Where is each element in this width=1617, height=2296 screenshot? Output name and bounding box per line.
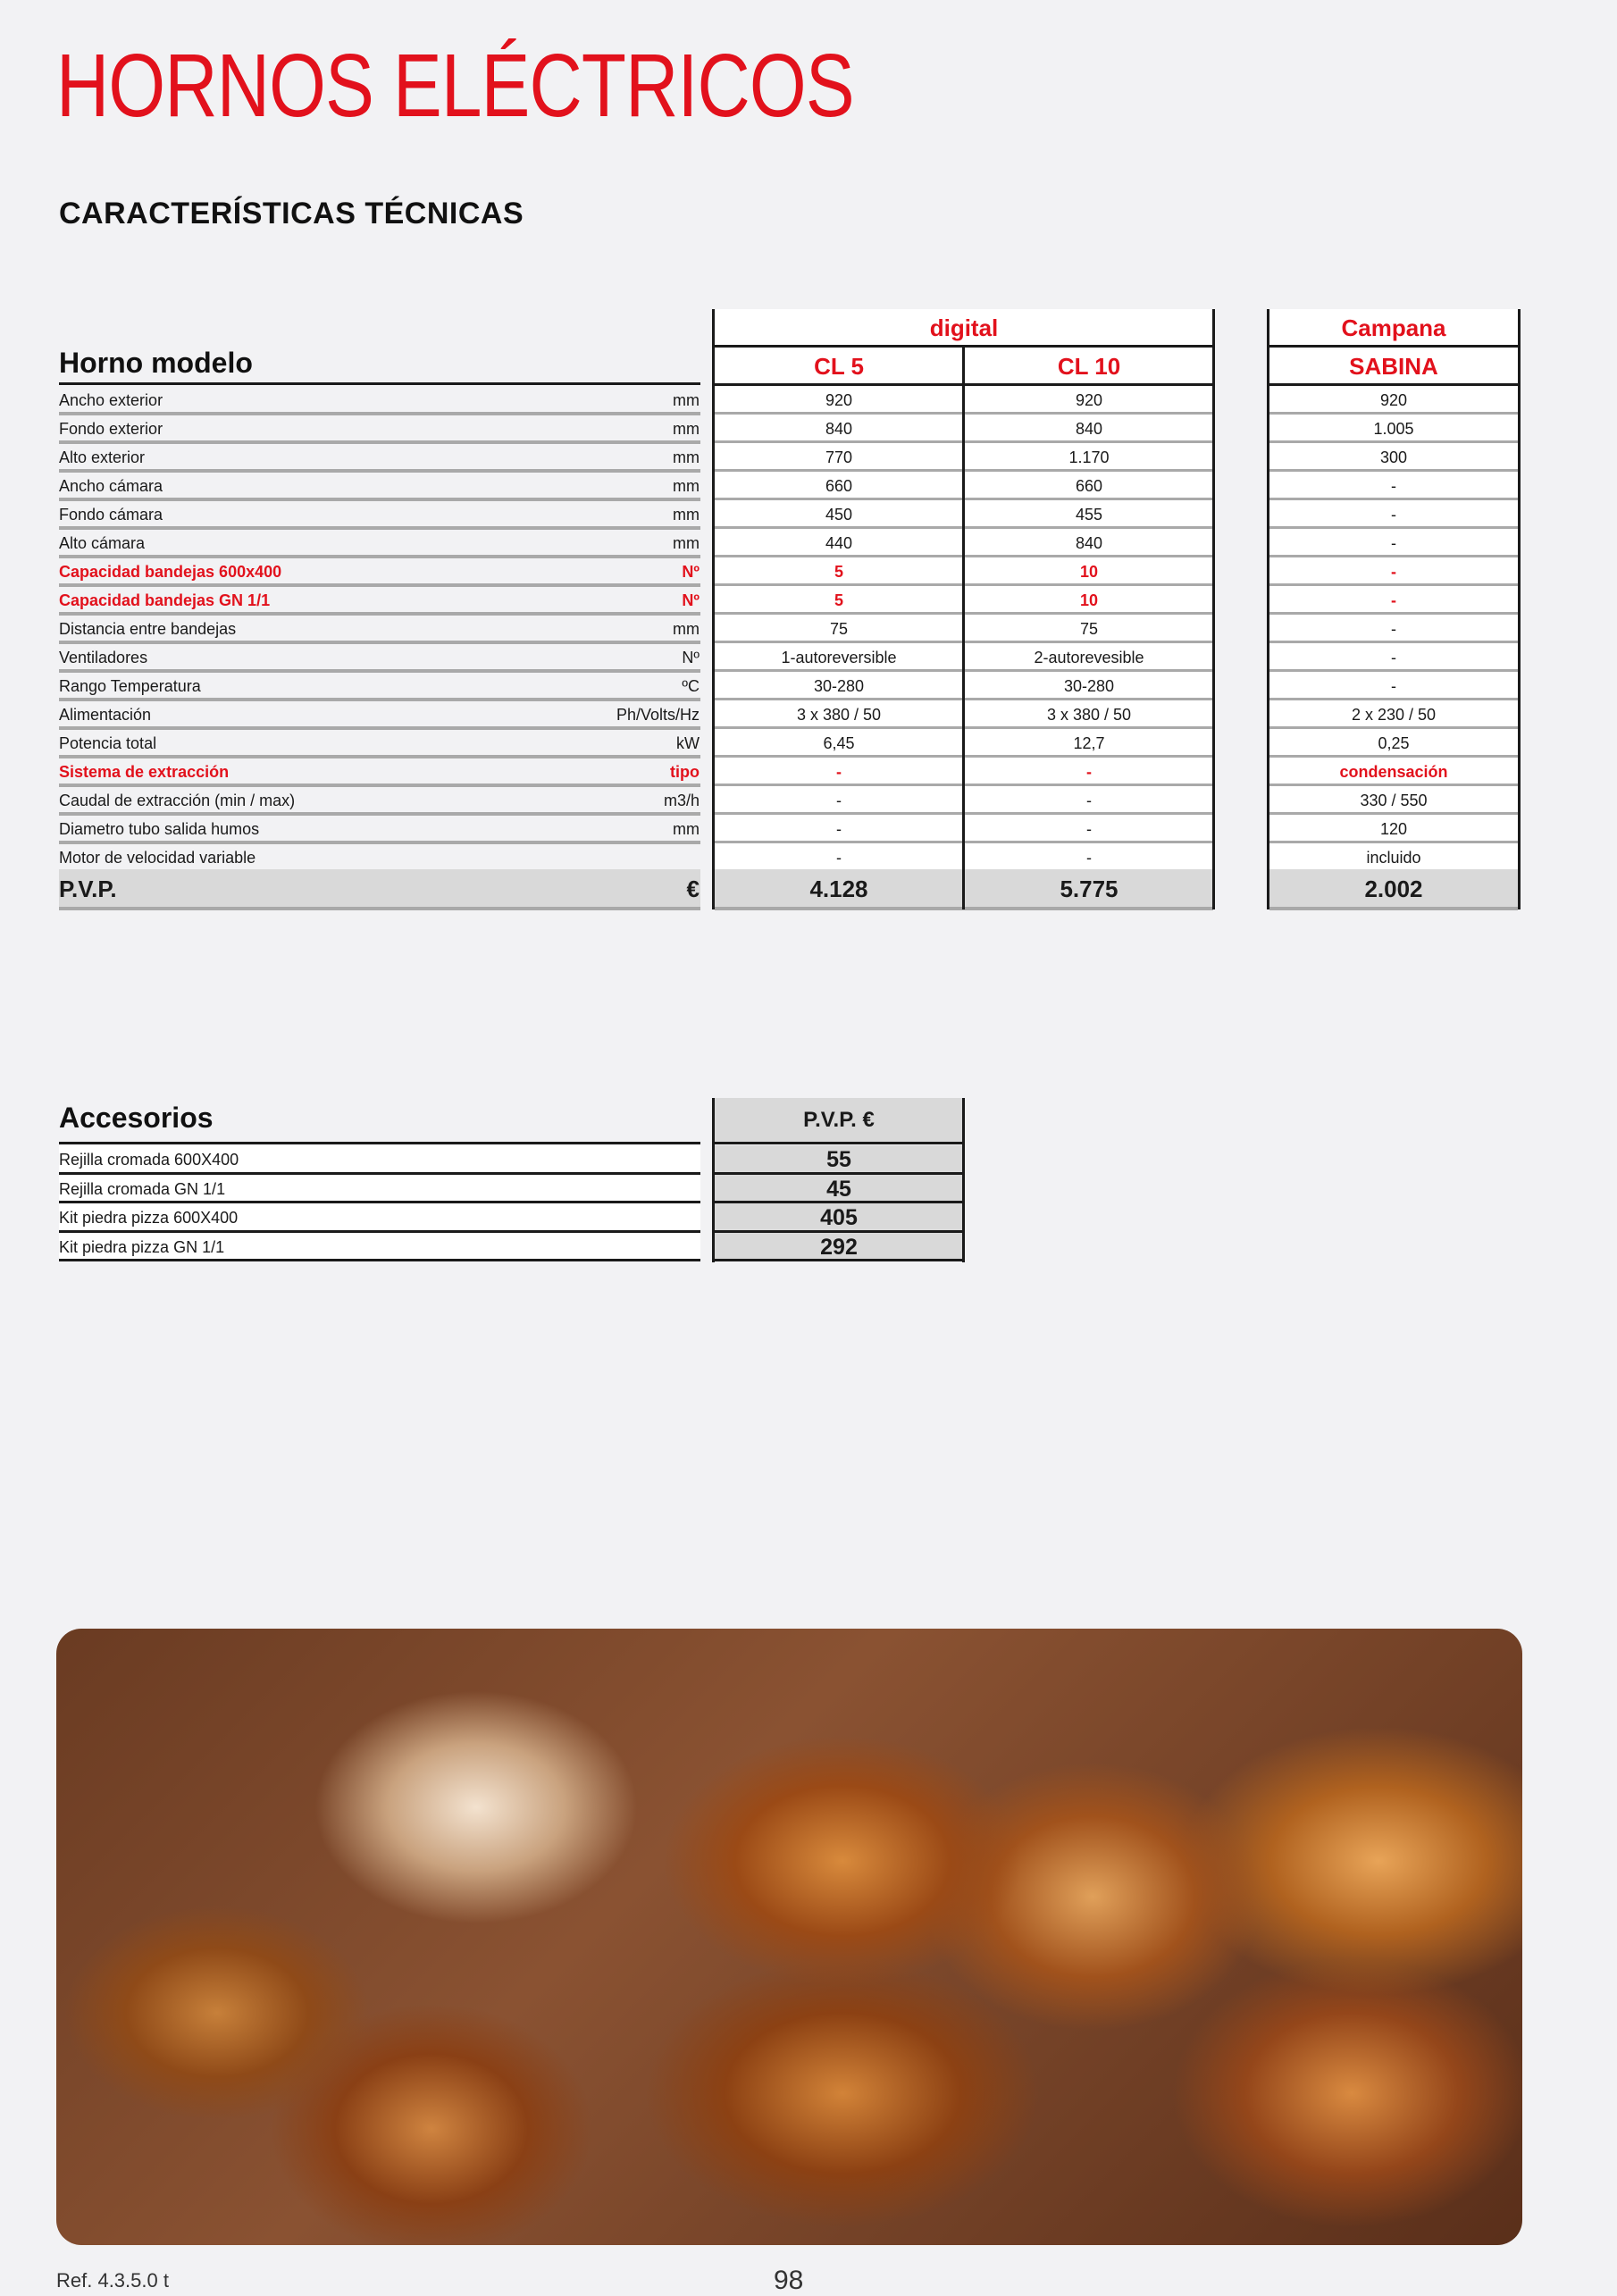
- spec-value-cl10: -: [1086, 763, 1092, 781]
- spec-value-sabina: 330 / 550: [1360, 792, 1428, 809]
- spec-value-cl5: -: [836, 849, 842, 867]
- spec-value-cl10: -: [1086, 849, 1092, 867]
- spec-value-cl10: 10: [1079, 591, 1099, 609]
- spec-value-cl10: -: [1086, 792, 1092, 809]
- price-header-underline: [715, 1142, 963, 1144]
- spec-value-sabina: 0,25: [1378, 734, 1410, 752]
- spec-value-cl5: 440: [825, 534, 853, 552]
- spec-value-cl10: 3 x 380 / 50: [1046, 706, 1132, 724]
- spec-value-cl10: 840: [1075, 420, 1103, 438]
- col-border: [712, 309, 715, 909]
- spec-label: Fondo cámara: [59, 506, 163, 524]
- spec-label: Alto cámara: [59, 534, 146, 552]
- spec-value-cl5: 660: [825, 477, 853, 495]
- spec-label: Capacidad bandejas GN 1/1: [59, 591, 271, 609]
- spec-unit: mm: [673, 534, 700, 552]
- model-column-header: Horno modelo: [59, 347, 253, 379]
- spec-value-cl10: 455: [1075, 506, 1103, 524]
- pastries-photo: [56, 1629, 1522, 2245]
- pvp-cl10: 5.775: [1060, 876, 1118, 902]
- accessories-underline: [59, 1142, 700, 1144]
- accessory-label: Kit piedra pizza GN 1/1: [59, 1237, 225, 1256]
- spec-unit: mm: [673, 391, 700, 409]
- pvp-label: P.V.P.: [59, 876, 117, 902]
- section-title: CARACTERÍSTICAS TÉCNICAS: [59, 197, 524, 230]
- spec-value-cl10: 12,7: [1073, 734, 1105, 752]
- group-header-campana: Campana: [1341, 314, 1446, 341]
- spec-unit: tipo: [670, 763, 700, 781]
- spec-label: Diametro tubo salida humos: [59, 820, 260, 838]
- spec-label: Ancho exterior: [59, 391, 163, 409]
- footer-ref: Ref. 4.3.5.0 t: [56, 2269, 169, 2292]
- spec-label: Ancho cámara: [59, 477, 163, 495]
- spec-label: Caudal de extracción (min / max): [59, 792, 296, 809]
- col-border: [1267, 309, 1269, 909]
- spec-value-sabina: -: [1391, 506, 1396, 524]
- accessory-divider: [715, 1259, 963, 1261]
- spec-label: Ventiladores: [59, 649, 148, 666]
- accessory-price: 292: [820, 1234, 858, 1260]
- spec-value-cl10: 75: [1079, 620, 1099, 638]
- spec-value-cl10: 30-280: [1063, 677, 1115, 695]
- spec-value-cl5: 1-autoreversible: [781, 649, 897, 666]
- spec-value-cl10: 920: [1075, 391, 1103, 409]
- spec-unit: Nº: [682, 591, 700, 609]
- col-border: [1212, 309, 1215, 909]
- spec-value-sabina: incluido: [1366, 849, 1421, 867]
- spec-value-cl5: 450: [825, 506, 853, 524]
- spec-unit: Nº: [682, 563, 700, 581]
- group-header-digital: digital: [929, 314, 999, 341]
- spec-unit: mm: [673, 420, 700, 438]
- spec-unit: mm: [673, 448, 700, 466]
- pvp-underline: [59, 907, 700, 910]
- acc-col-border: [712, 1098, 715, 1262]
- spec-value-sabina: condensación: [1339, 763, 1448, 781]
- spec-value-sabina: -: [1391, 620, 1396, 638]
- spec-unit: [500, 843, 700, 872]
- accessory-price: 405: [820, 1205, 858, 1230]
- pvp-underline-campana: [1269, 907, 1518, 910]
- spec-value-cl5: 3 x 380 / 50: [796, 706, 882, 724]
- spec-unit: mm: [673, 506, 700, 524]
- spec-unit: mm: [673, 820, 700, 838]
- page-title: HORNOS ELÉCTRICOS: [56, 36, 854, 136]
- spec-unit: Nº: [682, 649, 700, 666]
- spec-label: Rango Temperatura: [59, 677, 201, 695]
- spec-value-cl5: 6,45: [823, 734, 855, 752]
- spec-value-cl10: 660: [1075, 477, 1103, 495]
- spec-value-sabina: -: [1391, 591, 1396, 609]
- col-border: [962, 345, 965, 909]
- spec-value-sabina: -: [1391, 677, 1396, 695]
- header-underline: [59, 382, 700, 385]
- spec-value-cl10: 10: [1079, 563, 1099, 581]
- accessory-label: Rejilla cromada 600X400: [59, 1151, 239, 1169]
- accessory-label: Rejilla cromada GN 1/1: [59, 1179, 226, 1198]
- spec-value-sabina: 2 x 230 / 50: [1351, 706, 1437, 724]
- spec-value-sabina: 1.005: [1373, 420, 1414, 438]
- spec-label: Fondo exterior: [59, 420, 163, 438]
- pvp-unit: €: [686, 876, 700, 902]
- spec-value-sabina: -: [1391, 563, 1396, 581]
- spec-value-cl5: -: [836, 792, 842, 809]
- spec-unit: ºC: [682, 677, 700, 695]
- spec-value-cl5: 770: [825, 448, 853, 466]
- spec-value-cl5: -: [836, 820, 842, 838]
- col-border: [1518, 309, 1521, 909]
- model-header-sabina: SABINA: [1349, 353, 1438, 380]
- spec-unit: mm: [673, 477, 700, 495]
- spec-value-sabina: 300: [1379, 448, 1408, 466]
- spec-value-cl5: 840: [825, 420, 853, 438]
- campana-divider: [1269, 345, 1518, 348]
- accessory-divider: [59, 1259, 700, 1261]
- spec-value-sabina: -: [1391, 649, 1396, 666]
- spec-unit: kW: [676, 734, 700, 752]
- spec-value-cl5: -: [836, 763, 842, 781]
- accessories-title: Accesorios: [59, 1102, 214, 1134]
- spec-unit: Ph/Volts/Hz: [616, 706, 700, 724]
- page-number: 98: [774, 2266, 804, 2295]
- model-header-cl5: CL 5: [814, 353, 864, 380]
- model-header-cl10: CL 10: [1057, 353, 1121, 380]
- spec-label: Alimentación: [59, 706, 152, 724]
- pvp-cl5: 4.128: [809, 876, 868, 902]
- spec-unit: mm: [673, 620, 700, 638]
- spec-label: Potencia total: [59, 734, 157, 752]
- pvp-sabina: 2.002: [1364, 876, 1423, 902]
- spec-value-sabina: -: [1391, 534, 1396, 552]
- spec-value-cl5: 30-280: [813, 677, 865, 695]
- spec-label: Alto exterior: [59, 448, 146, 466]
- spec-value-cl5: 5: [834, 591, 843, 609]
- spec-value-cl5: 920: [825, 391, 853, 409]
- spec-label: Sistema de extracción: [59, 763, 230, 781]
- spec-value-cl10: -: [1086, 820, 1092, 838]
- spec-value-sabina: -: [1391, 477, 1396, 495]
- accessory-price: 55: [826, 1147, 851, 1172]
- accessory-price: 45: [826, 1176, 851, 1202]
- spec-label: Distancia entre bandejas: [59, 620, 237, 638]
- spec-value-sabina: 120: [1379, 820, 1408, 838]
- spec-value-cl5: 5: [834, 563, 843, 581]
- spec-unit: m3/h: [663, 792, 700, 809]
- spec-label: Motor de velocidad variable: [59, 849, 256, 867]
- spec-value-cl10: 1.170: [1068, 448, 1110, 466]
- spec-value-cl10: 2-autorevesible: [1034, 649, 1144, 666]
- spec-value-sabina: 920: [1379, 391, 1408, 409]
- accessory-label: Kit piedra pizza 600X400: [59, 1209, 239, 1227]
- price-header: P.V.P. €: [803, 1108, 875, 1132]
- spec-value-cl10: 840: [1075, 534, 1103, 552]
- spec-label: Capacidad bandejas 600x400: [59, 563, 282, 581]
- acc-col-border: [962, 1098, 965, 1262]
- spec-value-cl5: 75: [829, 620, 849, 638]
